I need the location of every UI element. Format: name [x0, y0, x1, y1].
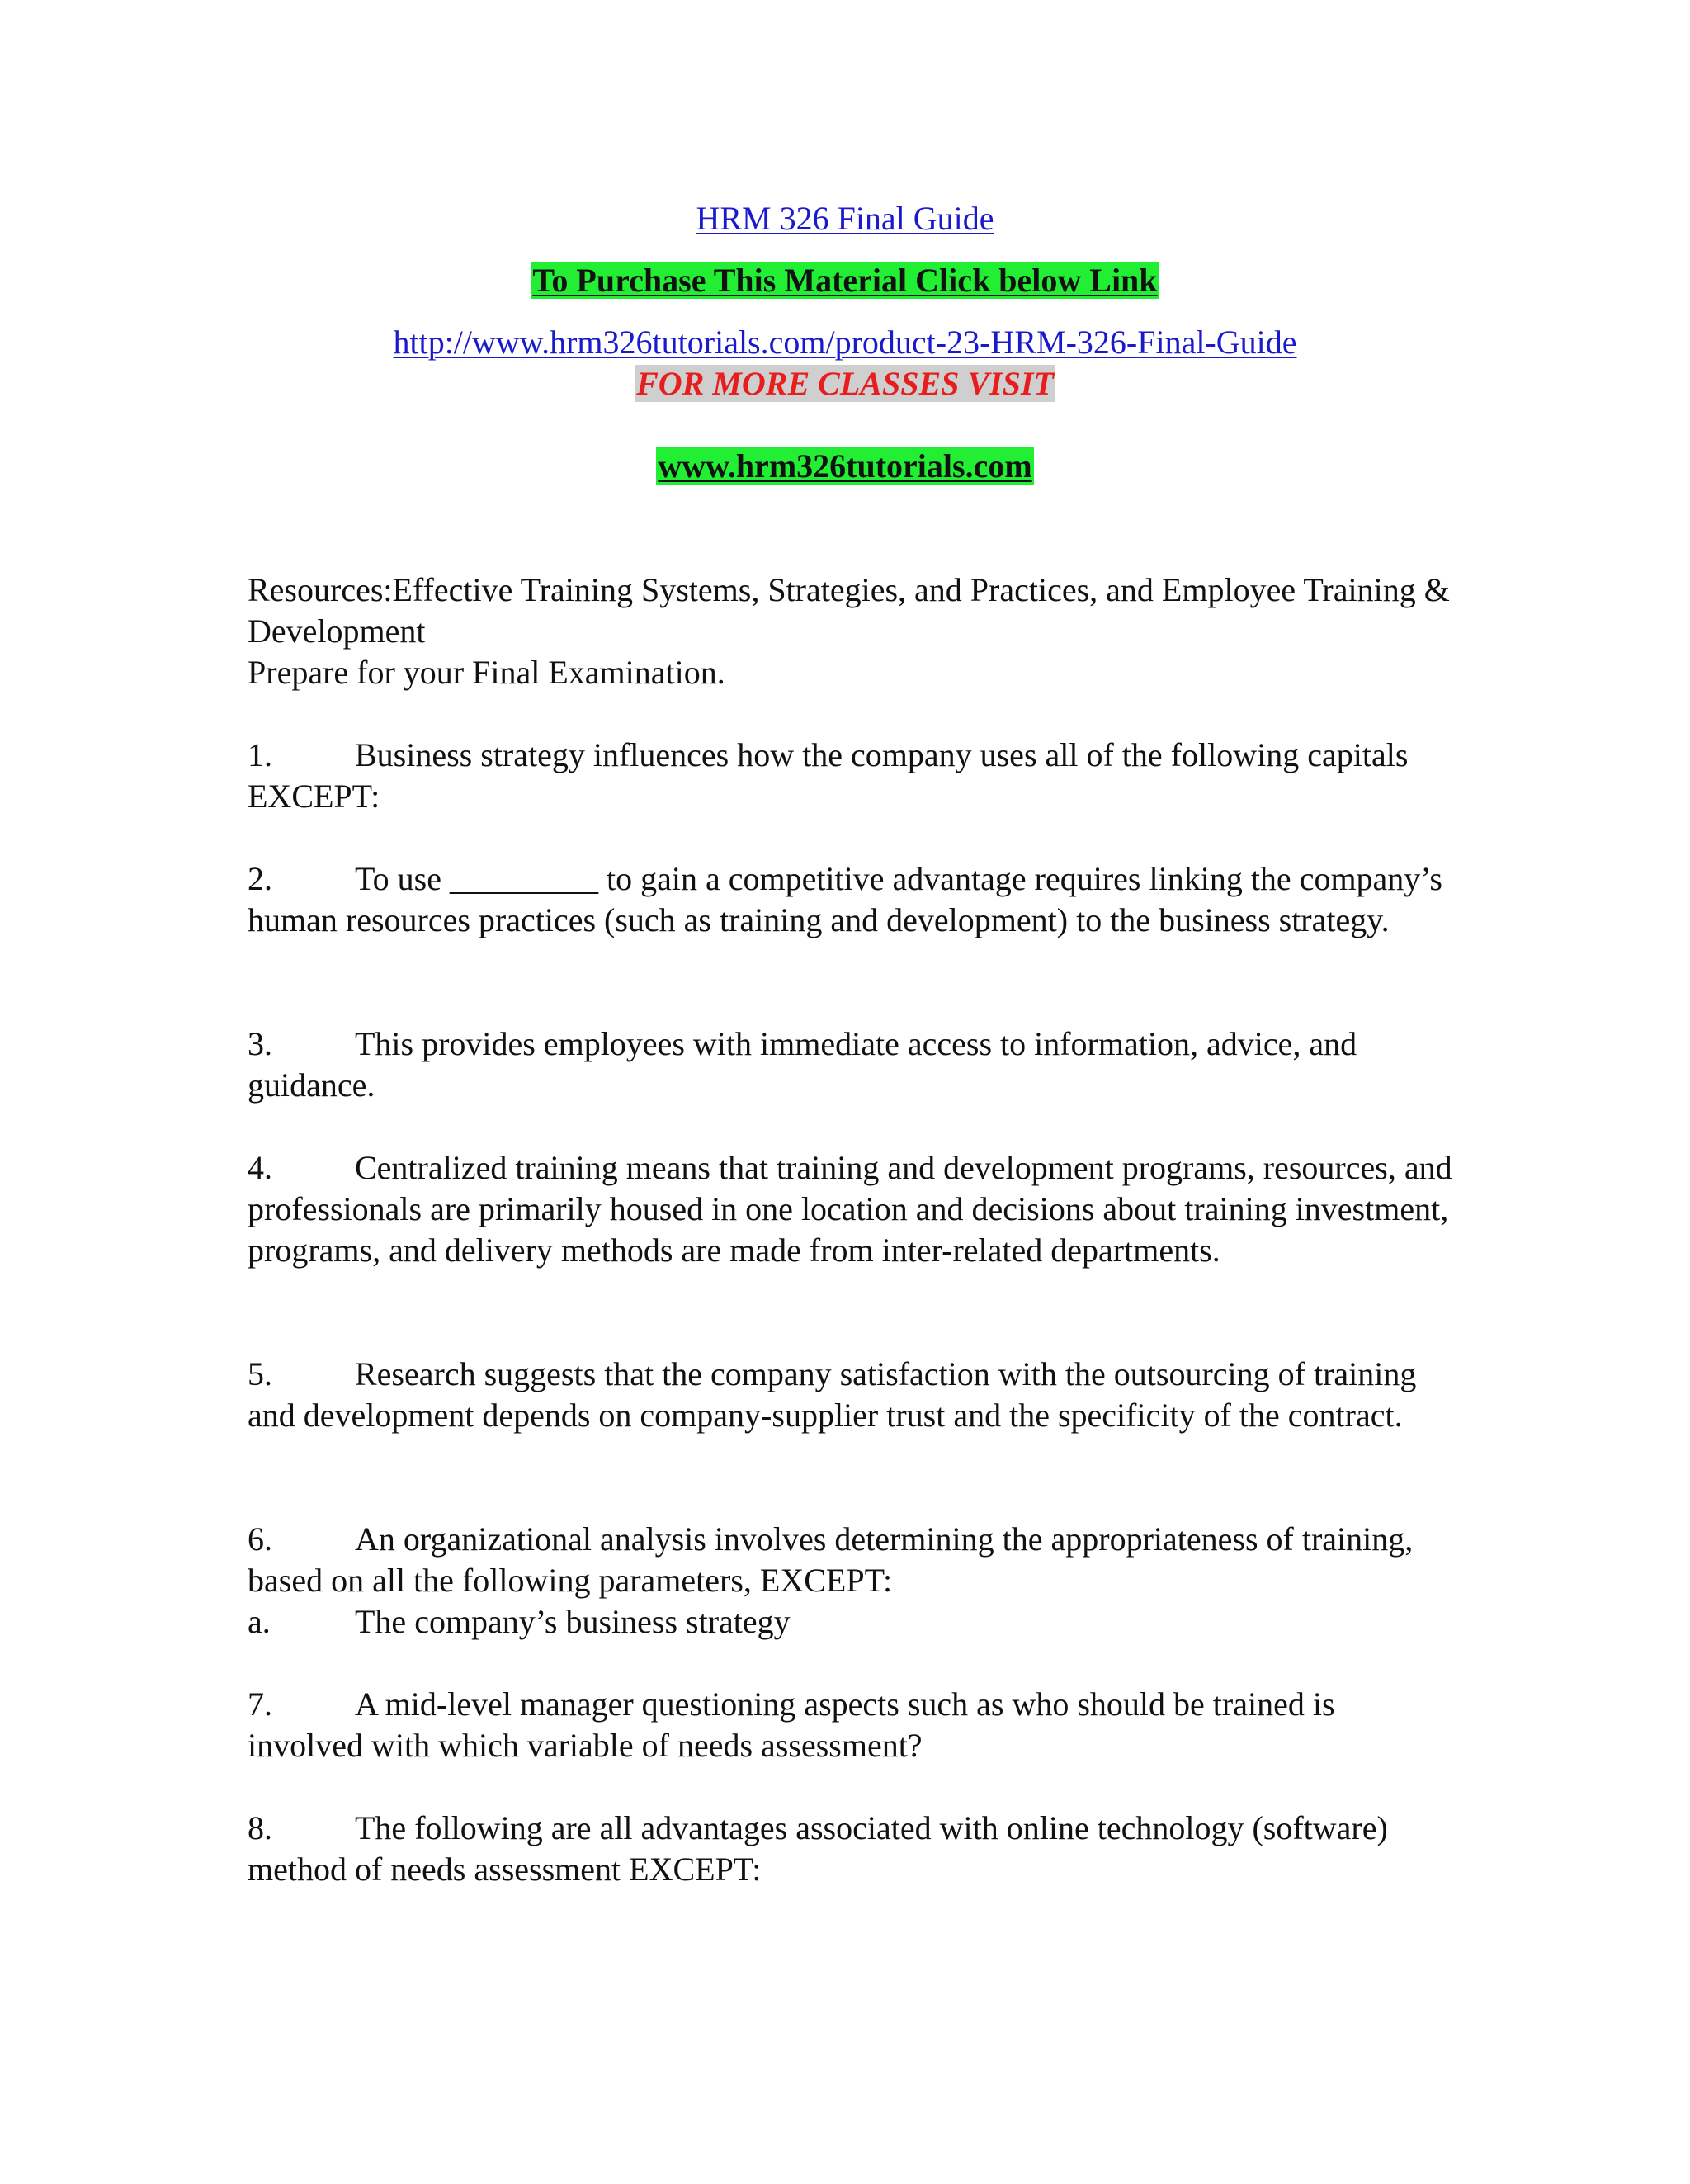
- question-number: 8.: [248, 1809, 272, 1846]
- question-number: 4.: [248, 1149, 272, 1186]
- title-link[interactable]: HRM 326 Final Guide: [696, 200, 994, 237]
- question-text: Business strategy influences how the company uses all of the following capitals EXCEPT:: [248, 736, 1409, 815]
- question-number: 7.: [248, 1685, 272, 1723]
- question-4: [248, 1147, 1452, 1271]
- question-text: The following are all advantages associated with online technology (software) method of needs assessment EXCEPT:: [248, 1809, 1388, 1888]
- question-7: [248, 1684, 1452, 1766]
- product-url-line: [0, 322, 1690, 363]
- question-6: [248, 1519, 1452, 1643]
- question-number: 6.: [248, 1520, 272, 1558]
- more-classes-line: [0, 363, 1690, 404]
- resources-text: Resources:Effective Training Systems, Strategies, and Practices, and Employee Training & Development: [248, 571, 1450, 650]
- option-text: The company’s business strategy: [355, 1603, 791, 1640]
- product-url-link[interactable]: http://www.hrm326tutorials.com/product-23-HRM-326-Final-Guide: [393, 324, 1297, 361]
- question-1: [248, 735, 1452, 817]
- question-text: To use _________ to gain a competitive advantage requires linking the company’s human resources practices (such as training and development) to the business strategy.: [248, 860, 1442, 938]
- question-2: [248, 858, 1452, 941]
- question-number: 1.: [248, 736, 272, 773]
- question-number: 3.: [248, 1025, 272, 1062]
- site-link-line: [0, 446, 1690, 487]
- site-link[interactable]: www.hrm326tutorials.com: [658, 447, 1032, 485]
- purchase-banner: To Purchase This Material Click below Link: [532, 262, 1158, 299]
- question-text: An organizational analysis involves determining the appropriateness of training, based on all the following parameters, EXCEPT:: [248, 1520, 1414, 1599]
- intro-block: [248, 570, 1452, 693]
- question-option: [248, 1601, 1452, 1643]
- question-number: 2.: [248, 860, 272, 897]
- more-classes-text: FOR MORE CLASSES VISIT: [636, 365, 1054, 402]
- question-5: [248, 1354, 1452, 1436]
- question-number: 5.: [248, 1355, 272, 1392]
- purchase-line: [0, 260, 1690, 301]
- question-3: [248, 1023, 1452, 1106]
- question-text: A mid-level manager questioning aspects such as who should be trained is involved with which variable of needs assessment?: [248, 1685, 1335, 1764]
- option-label: a.: [248, 1603, 271, 1640]
- prepare-text: Prepare for your Final Examination.: [248, 654, 725, 691]
- title-line: [0, 198, 1690, 239]
- question-8: [248, 1808, 1452, 1890]
- question-text: Research suggests that the company satisfaction with the outsourcing of training and development depends on company-supplier trust and the specificity of the contract.: [248, 1355, 1417, 1434]
- question-text: Centralized training means that training and development programs, resources, and professionals are primarily housed in one location and decisions about training investment, programs, and delivery methods are made from inter-related departments.: [248, 1149, 1452, 1269]
- question-text: This provides employees with immediate access to information, advice, and guidance.: [248, 1025, 1357, 1104]
